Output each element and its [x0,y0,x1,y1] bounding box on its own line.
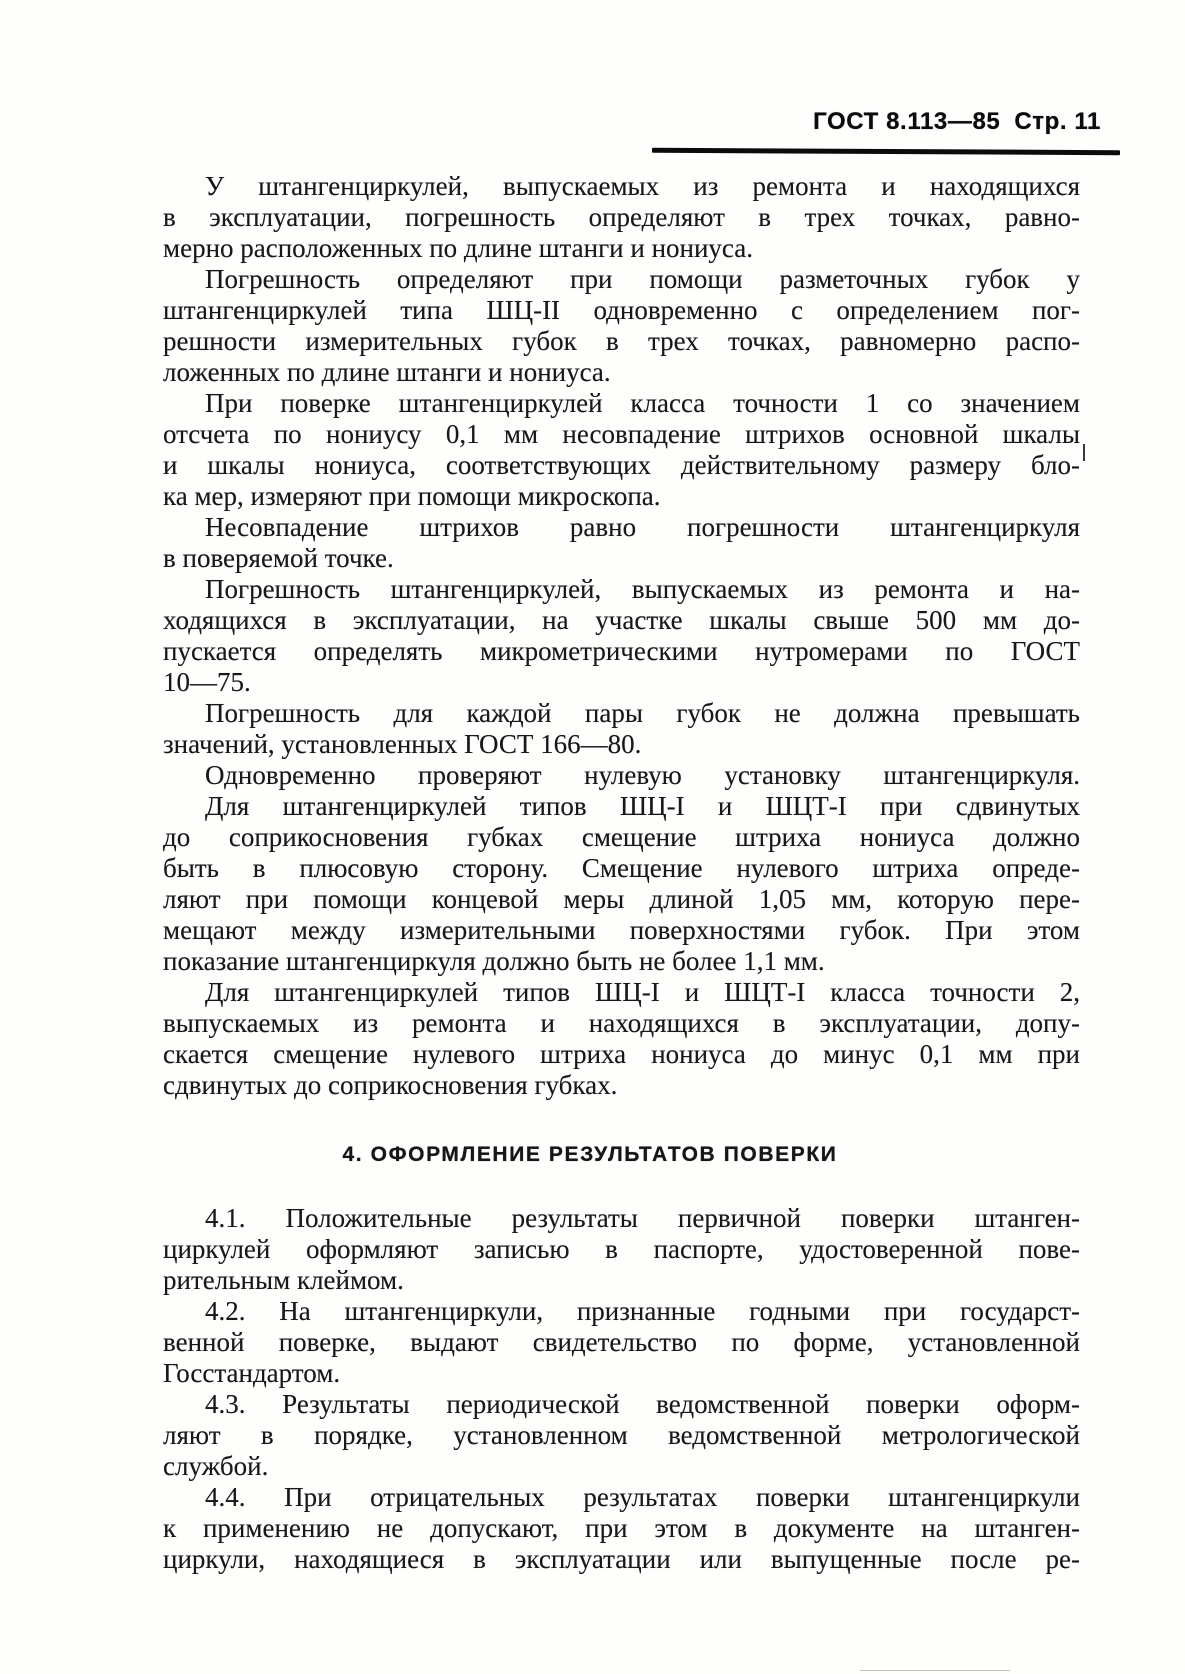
text-line: отсчета по нониусу 0,1 мм несовпадение штрихов основной шкалы [163,419,1080,449]
scan-artifact-tick [1083,444,1085,461]
text-line: мерно расположенных по длине штанги и нониуса. [163,233,753,263]
text-line: скается смещение нулевого штриха нониуса до минус 0,1 мм при [163,1039,1080,1069]
text-line: Погрешность штангенциркулей, выпускаемых из ремонта и на- [205,574,1080,604]
text-line: 10—75. [163,667,251,697]
paragraph [163,388,1080,512]
standard-number: ГОСТ 8.113—85 [813,108,1001,135]
paragraph [163,791,1080,977]
section-heading: 4. ОФОРМЛЕНИЕ РЕЗУЛЬТАТОВ ПОВЕРКИ [342,1143,838,1166]
text-line: выпускаемых из ремонта и находящихся в эксплуатации, допу- [163,1008,1080,1038]
text-line: быть в плюсовую сторону. Смещение нулевого штриха опреде- [163,853,1080,883]
text-line: до соприкосновения губках смещение штриха нониуса должно [163,822,1080,852]
text-line: в эксплуатации, погрешность определяют в трех точках, равно- [163,202,1080,232]
text-line: штангенциркулей типа ШЦ-II одновременно с определением пог- [163,295,1080,325]
text-line: рительным клеймом. [163,1265,404,1295]
text-line: Погрешность определяют при помощи разметочных губок у [205,264,1080,294]
paragraph [163,760,1080,791]
text-line: Госстандартом. [163,1358,341,1388]
text-line: 4.3. Результаты периодической ведомственной поверки оформ- [205,1389,1080,1419]
text-line: мещают между измерительными поверхностями губок. При этом [163,915,1080,945]
text-line: 4.4. При отрицательных результатах поверки штангенциркули [205,1482,1080,1512]
page-header [813,108,1101,136]
text-line: ляют при помощи концевой меры длиной 1,05 мм, которую пере- [163,884,1080,914]
paragraph [163,1296,1080,1389]
text-line: циркули, находящиеся в эксплуатации или выпущенные после ре- [163,1544,1080,1574]
text-line: При поверке штангенциркулей класса точности 1 со значением [205,388,1080,418]
text-line: У штангенциркулей, выпускаемых из ремонта и находящихся [205,171,1080,201]
paragraph [163,264,1080,388]
text-line: ложенных по длине штанги и нониуса. [163,357,611,387]
paragraph [163,1482,1080,1575]
text-line: Для штангенциркулей типов ШЦ-I и ШЦТ-I класса точности 2, [205,977,1080,1007]
body-text [163,171,1080,1101]
page-number: Стр. 11 [1014,108,1101,135]
paragraph [163,1389,1080,1482]
text-line: Несовпадение штрихов равно погрешности штангенциркуля [205,512,1080,542]
text-line: значений, установленных ГОСТ 166—80. [163,729,642,759]
paragraph [163,977,1080,1101]
scan-artifact-bottom [860,1670,1010,1671]
text-line: пускается определять микрометрическими нутромерами по ГОСТ [163,636,1080,666]
text-line: решности измерительных губок в трех точках, равномерно распо- [163,326,1080,356]
text-line: циркулей оформляют записью в паспорте, удостоверенной пове- [163,1234,1080,1264]
text-line: ка мер, измеряют при помощи микроскопа. [163,481,661,511]
text-line: показание штангенциркуля должно быть не более 1,1 мм. [163,946,825,976]
text-line: в поверяемой точке. [163,543,394,573]
text-line: Погрешность для каждой пары губок не должна превышать [205,698,1080,728]
text-line: ляют в порядке, установленном ведомственной метрологической [163,1420,1080,1450]
paragraph [163,512,1080,574]
text-line: сдвинутых до соприкосновения губках. [163,1070,618,1100]
paragraph [163,574,1080,698]
paragraph [163,1203,1080,1296]
text-line: 4.1. Положительные результаты первичной поверки штанген- [205,1203,1080,1233]
text-line: службой. [163,1451,269,1481]
paragraph [163,698,1080,760]
section-text [163,1203,1080,1575]
text-line: Для штангенциркулей типов ШЦ-I и ШЦТ-I при сдвинутых [205,791,1080,821]
header-rule [652,148,1120,155]
text-line: и шкалы нониуса, соответствующих действительному размеру бло- [163,450,1080,480]
paragraph [163,171,1080,264]
text-line: 4.2. На штангенциркули, признанные годными при государст- [205,1296,1080,1326]
text-line: ходящихся в эксплуатации, на участке шкалы свыше 500 мм до- [163,605,1080,635]
text-line: венной поверке, выдают свидетельство по форме, установленной [163,1327,1080,1357]
text-line: к применению не допускают, при этом в документе на штанген- [163,1513,1080,1543]
text-line: Одновременно проверяют нулевую установку штангенциркуля. [205,760,1080,790]
